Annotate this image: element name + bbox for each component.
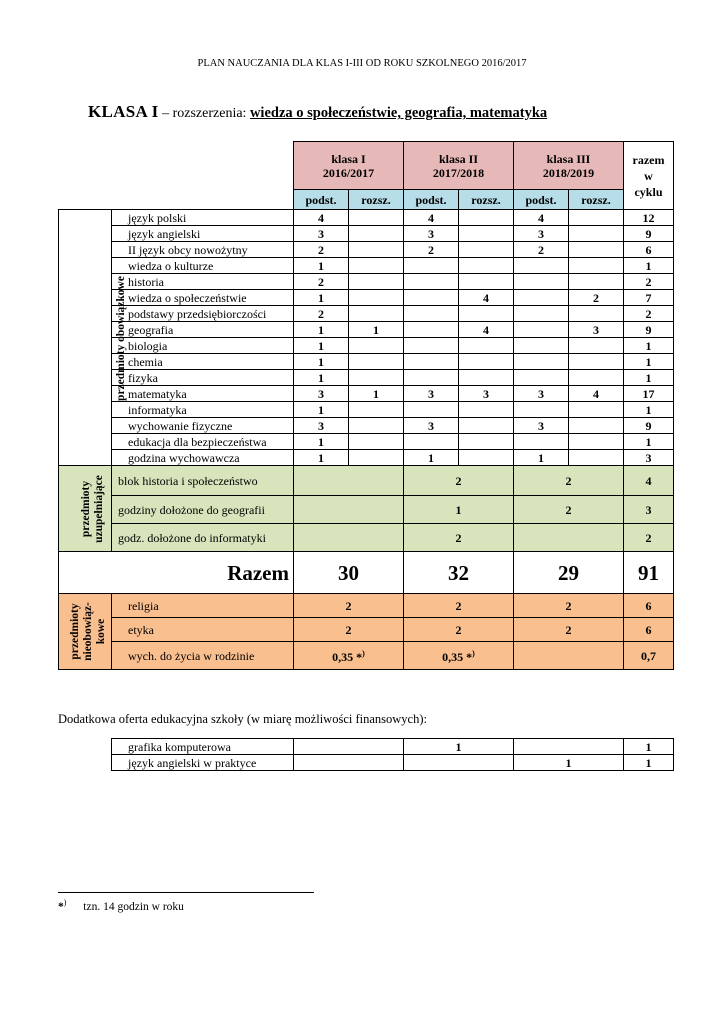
hours-cell: 1 — [294, 354, 349, 370]
hours-cell: 0,35 *) — [404, 642, 514, 670]
hours-cell — [459, 450, 514, 466]
hours-cell — [514, 370, 569, 386]
title-dash: – rozszerzenia: — [158, 106, 250, 121]
podst-header-2: podst. — [404, 190, 459, 210]
rozsz-header-2: rozsz. — [459, 190, 514, 210]
hours-cell: 6 — [624, 618, 674, 642]
subject-name: blok historia i społeczeństwo — [112, 466, 294, 496]
hours-cell: 2 — [624, 524, 674, 552]
hours-cell: 2 — [569, 290, 624, 306]
hours-cell — [569, 258, 624, 274]
hours-cell: 1 — [294, 322, 349, 338]
hours-cell — [349, 258, 404, 274]
subject-name: religia — [112, 594, 294, 618]
supplementary-subjects — [59, 466, 674, 552]
hours-cell — [404, 258, 459, 274]
hours-cell: 4 — [459, 290, 514, 306]
razem-header: razem w cyklu — [624, 142, 674, 210]
footnote-separator — [58, 892, 314, 893]
hours-cell: 3 — [624, 450, 674, 466]
hours-cell — [404, 274, 459, 290]
table-row — [59, 386, 674, 402]
hours-cell — [569, 354, 624, 370]
subject-name: grafika komputerowa — [112, 739, 294, 755]
klasa-3-header: klasa III 2018/2019 — [514, 142, 624, 190]
hours-cell: 3 — [294, 386, 349, 402]
empty-corner-4 — [112, 190, 294, 210]
table-row — [59, 450, 674, 466]
table-row — [59, 524, 674, 552]
hours-cell: 3 — [514, 386, 569, 402]
hours-cell — [514, 434, 569, 450]
subject-name: język angielski — [112, 226, 294, 242]
hours-cell: 2 — [624, 306, 674, 322]
hours-cell — [514, 290, 569, 306]
hours-cell — [404, 338, 459, 354]
razem-klasa-1: 30 — [294, 552, 404, 594]
subject-name: język angielski w praktyce — [112, 755, 294, 771]
hours-cell — [404, 434, 459, 450]
curriculum-table — [58, 141, 674, 670]
subject-name: chemia — [112, 354, 294, 370]
subject-name: geografia — [112, 322, 294, 338]
footnote-ref: ) — [472, 649, 475, 658]
subject-name: wiedza o społeczeństwie — [112, 290, 294, 306]
hours-cell — [349, 402, 404, 418]
hours-cell — [404, 370, 459, 386]
hours-cell — [514, 739, 624, 755]
hours-cell — [569, 370, 624, 386]
hours-cell: 1 — [404, 450, 459, 466]
hours-cell — [459, 338, 514, 354]
hours-cell — [349, 290, 404, 306]
hours-cell — [349, 210, 404, 226]
hours-cell: 0,7 — [624, 642, 674, 670]
title-klasa: KLASA I — [88, 102, 159, 121]
hours-cell — [349, 450, 404, 466]
hours-cell: 1 — [624, 370, 674, 386]
subject-name: godz. dołożone do informatyki — [112, 524, 294, 552]
hours-cell: 1 — [294, 290, 349, 306]
category-obligatory — [59, 210, 127, 466]
hours-cell — [514, 338, 569, 354]
razem-row — [59, 552, 674, 594]
subject-name: język polski — [112, 210, 294, 226]
optional-subjects — [59, 594, 674, 670]
hours-cell: 1 — [294, 450, 349, 466]
hours-cell — [569, 338, 624, 354]
table-row — [112, 755, 674, 771]
hours-cell: 9 — [624, 418, 674, 434]
table-row — [59, 434, 674, 450]
hours-cell — [294, 739, 404, 755]
hours-cell — [349, 434, 404, 450]
hours-cell: 3 — [624, 496, 674, 524]
hours-cell: 2 — [404, 242, 459, 258]
rozsz-header-3: rozsz. — [569, 190, 624, 210]
title-subjects: wiedza o społeczeństwie, geografia, matematyka — [249, 105, 548, 121]
hours-cell — [459, 274, 514, 290]
subject-name: wychowanie fizyczne — [112, 418, 294, 434]
hours-cell — [514, 258, 569, 274]
subject-name: II język obcy nowożytny — [112, 242, 294, 258]
hours-cell — [514, 274, 569, 290]
hours-cell — [459, 258, 514, 274]
hours-cell: 2 — [514, 242, 569, 258]
hours-cell: 1 — [404, 496, 514, 524]
hours-cell — [349, 242, 404, 258]
hours-cell: 4 — [459, 322, 514, 338]
hours-cell — [404, 354, 459, 370]
hours-cell — [294, 466, 404, 496]
hours-cell — [404, 306, 459, 322]
hours-cell — [294, 524, 404, 552]
additional-offer-note: Dodatkowa oferta edukacyjna szkoły (w miarę możliwości finansowych): — [58, 712, 427, 726]
hours-cell — [349, 418, 404, 434]
hours-cell — [349, 338, 404, 354]
hours-cell — [349, 274, 404, 290]
hours-cell: 2 — [404, 466, 514, 496]
hours-cell: 9 — [624, 226, 674, 242]
subject-name: godziny dołożone do geografii — [112, 496, 294, 524]
hours-cell: 3 — [404, 386, 459, 402]
hours-cell: 2 — [404, 524, 514, 552]
hours-cell — [569, 306, 624, 322]
hours-cell — [514, 524, 624, 552]
razem-label: Razem — [59, 552, 294, 594]
hours-cell — [294, 755, 404, 771]
hours-cell — [404, 755, 514, 771]
hours-cell: 2 — [514, 496, 624, 524]
razem-klasa-3: 29 — [514, 552, 624, 594]
table-row — [59, 402, 674, 418]
empty-corner — [59, 142, 112, 190]
hours-cell: 3 — [459, 386, 514, 402]
hours-cell — [404, 322, 459, 338]
table-row — [59, 594, 674, 618]
hours-cell: 6 — [624, 594, 674, 618]
hours-cell: 1 — [624, 755, 674, 771]
table-row — [59, 354, 674, 370]
hours-cell: 1 — [624, 434, 674, 450]
hours-cell — [459, 210, 514, 226]
table-row — [59, 306, 674, 322]
table-row — [59, 618, 674, 642]
hours-cell: 1 — [624, 739, 674, 755]
hours-cell — [569, 242, 624, 258]
hours-cell — [459, 370, 514, 386]
hours-cell: 2 — [404, 618, 514, 642]
section-label: przedmioty nieobowiąz- kowe — [68, 602, 107, 661]
category-supplementary — [59, 466, 112, 552]
table-row — [59, 418, 674, 434]
hours-cell: 3 — [569, 322, 624, 338]
hours-cell: 12 — [624, 210, 674, 226]
hours-cell: 1 — [349, 386, 404, 402]
additional-offer-table — [111, 738, 674, 771]
hours-cell: 1 — [349, 322, 404, 338]
table-row — [59, 210, 674, 226]
section-label: przedmioty obowiązkowe — [114, 276, 127, 401]
hours-cell: 3 — [404, 226, 459, 242]
hours-cell: 6 — [624, 242, 674, 258]
page-title — [88, 102, 547, 122]
klasa-1-header: klasa I 2016/2017 — [294, 142, 404, 190]
table-row — [59, 290, 674, 306]
hours-cell: 1 — [624, 354, 674, 370]
hours-cell — [459, 402, 514, 418]
table-row — [59, 370, 674, 386]
hours-cell: 1 — [624, 338, 674, 354]
hours-cell — [459, 418, 514, 434]
hours-cell — [569, 402, 624, 418]
podst-header-1: podst. — [294, 190, 349, 210]
footnote: *) tzn. 14 godzin w roku — [58, 898, 184, 913]
klasa-2-header: klasa II 2017/2018 — [404, 142, 514, 190]
hours-cell — [569, 274, 624, 290]
hours-cell: 2 — [294, 306, 349, 322]
empty-corner-3 — [59, 190, 112, 210]
hours-cell — [294, 496, 404, 524]
hours-cell: 3 — [404, 418, 459, 434]
hours-cell — [514, 642, 624, 670]
subject-name: podstawy przedsiębiorczości — [112, 306, 294, 322]
subject-name: wych. do życia w rodzinie — [112, 642, 294, 670]
hours-cell: 1 — [294, 258, 349, 274]
subject-name: etyka — [112, 618, 294, 642]
hours-cell — [569, 226, 624, 242]
hours-cell: 2 — [514, 594, 624, 618]
hours-cell — [459, 306, 514, 322]
hours-cell: 3 — [294, 226, 349, 242]
hours-cell: 9 — [624, 322, 674, 338]
hours-cell — [569, 418, 624, 434]
hours-cell: 3 — [514, 418, 569, 434]
hours-cell: 4 — [514, 210, 569, 226]
table-row — [59, 496, 674, 524]
table-row — [59, 226, 674, 242]
hours-cell: 4 — [569, 386, 624, 402]
table-row — [59, 338, 674, 354]
hours-cell — [569, 434, 624, 450]
subject-name: wiedza o kulturze — [112, 258, 294, 274]
hours-cell: 3 — [294, 418, 349, 434]
hours-cell: 2 — [294, 242, 349, 258]
razem-klasa-2: 32 — [404, 552, 514, 594]
section-label: przedmioty uzupełniające — [79, 474, 105, 543]
hours-cell: 1 — [624, 402, 674, 418]
hours-cell — [514, 306, 569, 322]
hours-cell — [349, 226, 404, 242]
hours-cell: 2 — [294, 618, 404, 642]
rozsz-header-1: rozsz. — [349, 190, 404, 210]
subject-name: godzina wychowawcza — [112, 450, 294, 466]
table-row — [59, 466, 674, 496]
hours-cell: 2 — [294, 274, 349, 290]
hours-cell — [514, 402, 569, 418]
hours-cell — [349, 306, 404, 322]
hours-cell: 1 — [624, 258, 674, 274]
razem-total: 91 — [624, 552, 674, 594]
subject-name: fizyka — [112, 370, 294, 386]
hours-cell — [459, 434, 514, 450]
hours-cell — [349, 354, 404, 370]
hours-cell: 1 — [514, 755, 624, 771]
subject-name: biologia — [112, 338, 294, 354]
hours-cell — [569, 450, 624, 466]
hours-cell: 7 — [624, 290, 674, 306]
category-optional — [59, 594, 112, 670]
empty-corner-2 — [112, 142, 294, 190]
table-row — [112, 739, 674, 755]
table-row — [59, 258, 674, 274]
subject-name: informatyka — [112, 402, 294, 418]
hours-cell: 2 — [514, 618, 624, 642]
obligatory-subjects — [59, 210, 674, 466]
table-row — [59, 322, 674, 338]
hours-cell: 1 — [294, 434, 349, 450]
hours-cell: 1 — [294, 402, 349, 418]
hours-cell: 2 — [294, 594, 404, 618]
hours-cell — [459, 354, 514, 370]
hours-cell — [569, 210, 624, 226]
hours-cell — [404, 402, 459, 418]
hours-cell: 2 — [514, 466, 624, 496]
hours-cell — [459, 242, 514, 258]
hours-cell: 3 — [514, 226, 569, 242]
hours-cell: 4 — [404, 210, 459, 226]
hours-cell: 0,35 *) — [294, 642, 404, 670]
hours-cell: 1 — [294, 338, 349, 354]
table-row — [59, 242, 674, 258]
hours-cell — [349, 370, 404, 386]
hours-cell — [514, 354, 569, 370]
hours-cell: 4 — [294, 210, 349, 226]
hours-cell: 1 — [294, 370, 349, 386]
hours-cell — [459, 226, 514, 242]
hours-cell: 17 — [624, 386, 674, 402]
table-row — [59, 274, 674, 290]
table-row — [59, 642, 674, 670]
hours-cell — [404, 290, 459, 306]
footnote-ref: ) — [362, 649, 365, 658]
subject-name: historia — [112, 274, 294, 290]
subject-name: edukacja dla bezpieczeństwa — [112, 434, 294, 450]
subject-name: matematyka — [112, 386, 294, 402]
document-header: PLAN NAUCZANIA DLA KLAS I-III OD ROKU SZKOLNEGO 2016/2017 — [197, 58, 527, 69]
hours-cell: 1 — [514, 450, 569, 466]
podst-header-3: podst. — [514, 190, 569, 210]
hours-cell: 2 — [624, 274, 674, 290]
hours-cell: 2 — [404, 594, 514, 618]
hours-cell: 4 — [624, 466, 674, 496]
hours-cell: 1 — [404, 739, 514, 755]
hours-cell — [514, 322, 569, 338]
